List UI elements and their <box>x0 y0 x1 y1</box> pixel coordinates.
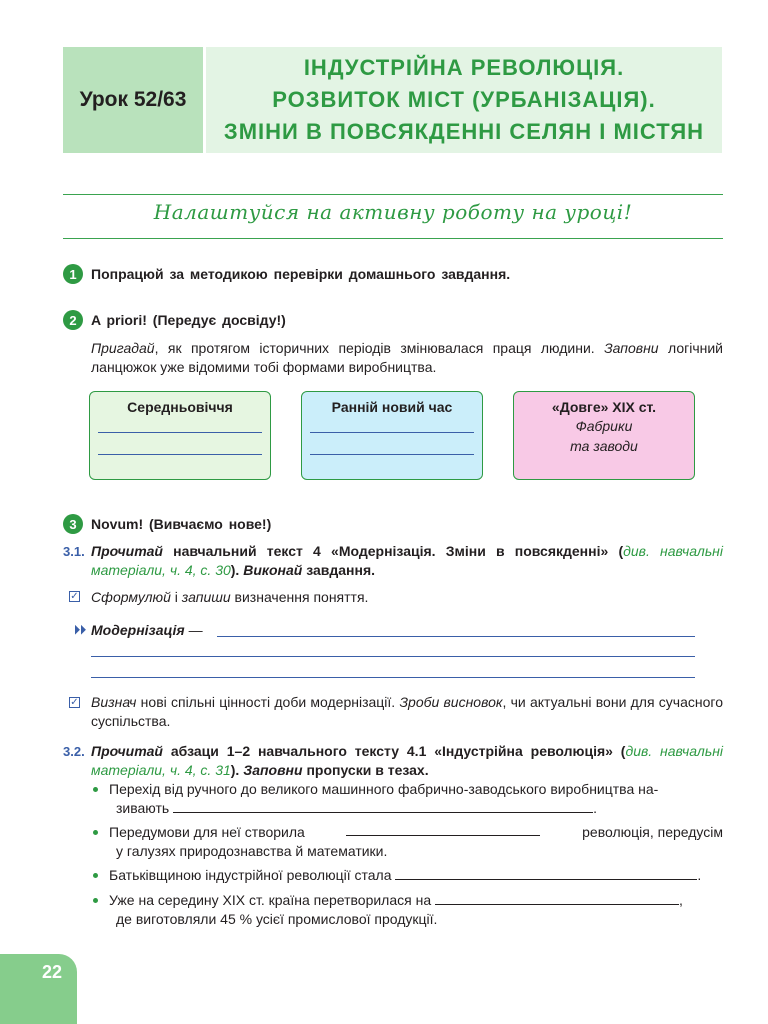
thesis-4: Уже на середину XIX ст. країна перетворилася на , де виготовляли 45 % усієї промислової продукції. <box>109 891 723 929</box>
box-content: Фабрики <box>575 418 633 434</box>
em: Визнач <box>91 694 137 710</box>
bullet <box>93 873 98 878</box>
checkbox-icon: ✓ <box>70 591 79 602</box>
thesis-text: де виготовляли 45 % усієї промислової продукції. <box>116 911 438 927</box>
thesis-text: революція, передусім <box>582 824 723 840</box>
box-title: «Довге» XIX ст. <box>551 399 657 415</box>
title-line-1: ІНДУСТРІЙНА РЕВОЛЮЦІЯ. <box>303 55 625 80</box>
chain-box-middle-ages <box>89 391 271 480</box>
thesis-text: Уже на середину XIX ст. країна перетворилася на <box>109 892 432 908</box>
text: визначення поняття. <box>230 589 369 605</box>
chain-box-long-19th <box>513 391 695 480</box>
bullet <box>93 898 98 903</box>
task-values <box>91 693 723 731</box>
section-1-text: Попрацюй за методикою перевірки домашнього завдання. <box>91 266 511 282</box>
lesson-number: Урок 52/63 <box>63 47 203 153</box>
term: Модернізація <box>91 622 185 638</box>
lesson-header <box>63 47 722 153</box>
thesis-text: у галузях природознавства й математики. <box>116 843 388 859</box>
em: Пригадай <box>91 340 155 356</box>
answer-line[interactable] <box>98 432 262 433</box>
thesis-2 <box>109 823 723 861</box>
text: завдання. <box>302 562 376 578</box>
text: , чи актуальні вони для сучасного суспільства. <box>91 694 723 729</box>
task-define-term <box>91 588 723 607</box>
answer-line[interactable] <box>98 454 262 455</box>
box-title: Середньовіччя <box>127 399 233 415</box>
dash: — <box>188 622 203 638</box>
subtask-3-2-text <box>91 742 723 780</box>
text: ). <box>230 762 244 778</box>
thesis-3: Батьківщиною індустрійної революції стала . <box>109 867 702 883</box>
em: Заповни <box>243 762 303 778</box>
blank-field[interactable] <box>173 800 593 813</box>
section-2-instruction <box>91 339 723 377</box>
bullet <box>93 830 98 835</box>
answer-line[interactable] <box>91 656 695 657</box>
blank-field[interactable] <box>395 867 697 880</box>
em: Прочитай <box>91 543 163 559</box>
subtask-label: 3.2. <box>63 744 85 759</box>
text: навчальний текст 4 «Модернізація. Зміни в повсякденні» ( <box>162 543 624 559</box>
answer-line[interactable] <box>310 454 474 455</box>
divider <box>63 194 723 195</box>
em: Сформулюй <box>91 589 171 605</box>
subtask-label: 3.1. <box>63 544 85 559</box>
section-3-heading: Novum! (Вивчаємо нове!) <box>91 516 272 532</box>
subtask-3-1-text <box>91 542 723 580</box>
bullet <box>93 787 98 792</box>
text: ). <box>230 562 244 578</box>
text: абзаци 1–2 навчального тексту 4.1 «Індустрійна революція» ( <box>162 743 626 759</box>
em: Виконай <box>243 562 303 578</box>
em: Зроби висновок <box>399 694 503 710</box>
text: нові спільні цінності доби модернізації. <box>136 694 400 710</box>
title-line-2: РОЗВИТОК МІСТ (УРБАНІЗАЦІЯ). <box>272 87 656 112</box>
reference-link: див. навчальні матеріали, ч. 4, с. 30 <box>91 543 723 578</box>
thesis-text: зивають <box>116 800 170 816</box>
text: і <box>170 589 182 605</box>
section-number-2: 2 <box>63 310 83 330</box>
thesis-text: Перехід від ручного до великого машинного фабрично-заводського виробництва на- <box>109 781 659 797</box>
thesis-text: Передумови для неї створила <box>109 824 305 840</box>
blank-field[interactable] <box>435 892 679 905</box>
answer-line[interactable] <box>91 677 695 678</box>
section-2-heading: A priori! (Передує досвіду!) <box>91 312 286 328</box>
term-label <box>91 621 203 640</box>
page-number: 22 <box>41 962 63 982</box>
section-number-1: 1 <box>63 264 83 284</box>
double-arrow-icon: ⏵⏵ <box>74 623 87 637</box>
em: Заповни <box>604 340 659 356</box>
checkbox-icon: ✓ <box>70 697 79 708</box>
thesis-text: Батьківщиною індустрійної революції стала <box>109 867 392 883</box>
title-line-3: ЗМІНИ В ПОВСЯКДЕННІ СЕЛЯН І МІСТЯН <box>223 119 705 144</box>
thesis-1: Перехід від ручного до великого машинного фабрично-заводського виробництва на- зивають . <box>109 780 723 818</box>
text: логічний ланцюжок уже відомими тобі формами виробництва. <box>91 340 723 375</box>
box-content: та заводи <box>570 438 638 454</box>
chain-box-early-modern <box>301 391 483 480</box>
motto: Налаштуйся на активну роботу на уроці! <box>153 200 633 224</box>
lesson-title <box>206 47 722 153</box>
text: пропуски в тезах. <box>302 762 429 778</box>
em: запиши <box>181 589 231 605</box>
answer-line[interactable] <box>310 432 474 433</box>
em: Прочитай <box>91 743 163 759</box>
divider <box>63 238 723 239</box>
blank-field[interactable] <box>346 823 540 836</box>
section-number-3: 3 <box>63 514 83 534</box>
text: , як протягом історичних періодів змінювалася праця людини. <box>154 340 605 356</box>
reference-link: див. навчальні матеріали, ч. 4, с. 31 <box>91 743 724 778</box>
box-title: Ранній новий час <box>331 399 453 415</box>
answer-line[interactable] <box>217 636 695 637</box>
